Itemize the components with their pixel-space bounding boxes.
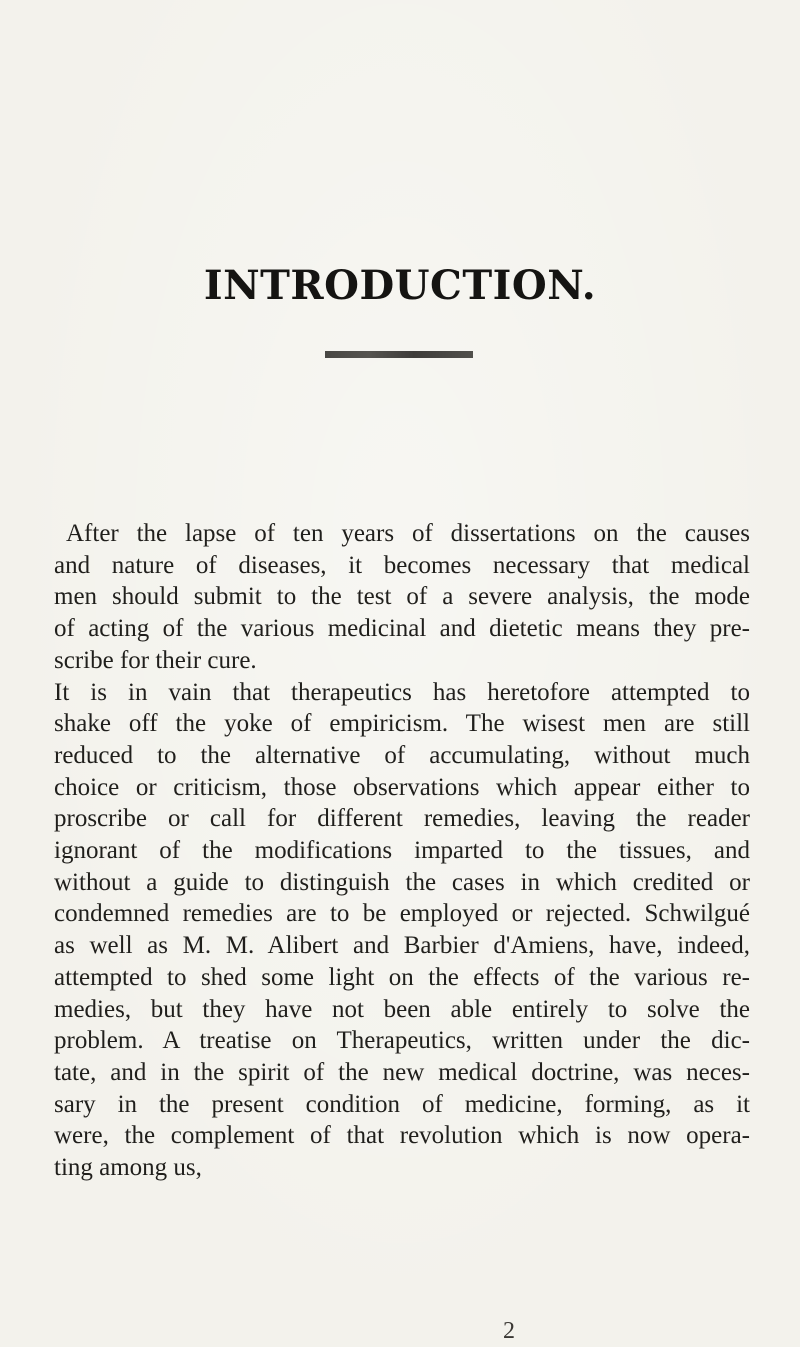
text-line: as well as M. M. Alibert and Barbier d'Amiens, have, indeed, <box>54 932 750 960</box>
text-line: It is in vain that therapeutics has heretofore attempted to <box>54 678 750 706</box>
text-line: proscribe or call for different remedies, leaving the reader <box>54 805 750 833</box>
text-line: scribe for their cure. <box>54 646 257 674</box>
body-paragraphs <box>54 518 750 1184</box>
decorative-rule <box>325 351 473 358</box>
text-line: men should submit to the test of a severe analysis, the mode <box>54 583 750 611</box>
text-line: were, the complement of that revolution which is now opera- <box>54 1122 750 1150</box>
text-line: shake off the yoke of empiricism. The wisest men are still <box>54 710 750 738</box>
text-line: choice or criticism, those observations which appear either to <box>54 773 750 801</box>
text-line: medies, but they have not been able entirely to solve the <box>54 995 750 1023</box>
chapter-heading: INTRODUCTION. <box>203 262 597 309</box>
page-number: 2 <box>503 1318 515 1344</box>
text-line: After the lapse of ten years of dissertations on the causes <box>66 520 750 547</box>
text-line: and nature of diseases, it becomes necessary that medical <box>54 551 750 579</box>
text-line: reduced to the alternative of accumulating, without much <box>54 741 750 769</box>
text-line: ting among us, <box>54 1154 202 1182</box>
text-line: ignorant of the modifications imparted to the tissues, and <box>54 837 750 865</box>
text-line: of acting of the various medicinal and dietetic means they pre- <box>54 615 750 643</box>
text-line: attempted to shed some light on the effects of the various re- <box>54 963 750 991</box>
text-line: condemned remedies are to be employed or rejected. Schwilgué <box>54 900 750 928</box>
text-line: problem. A treatise on Therapeutics, written under the dic- <box>54 1027 750 1055</box>
text-line: sary in the present condition of medicine, forming, as it <box>54 1090 750 1118</box>
text-line: without a guide to distinguish the cases in which credited or <box>54 868 750 896</box>
text-line: tate, and in the spirit of the new medical doctrine, was neces- <box>54 1058 750 1086</box>
